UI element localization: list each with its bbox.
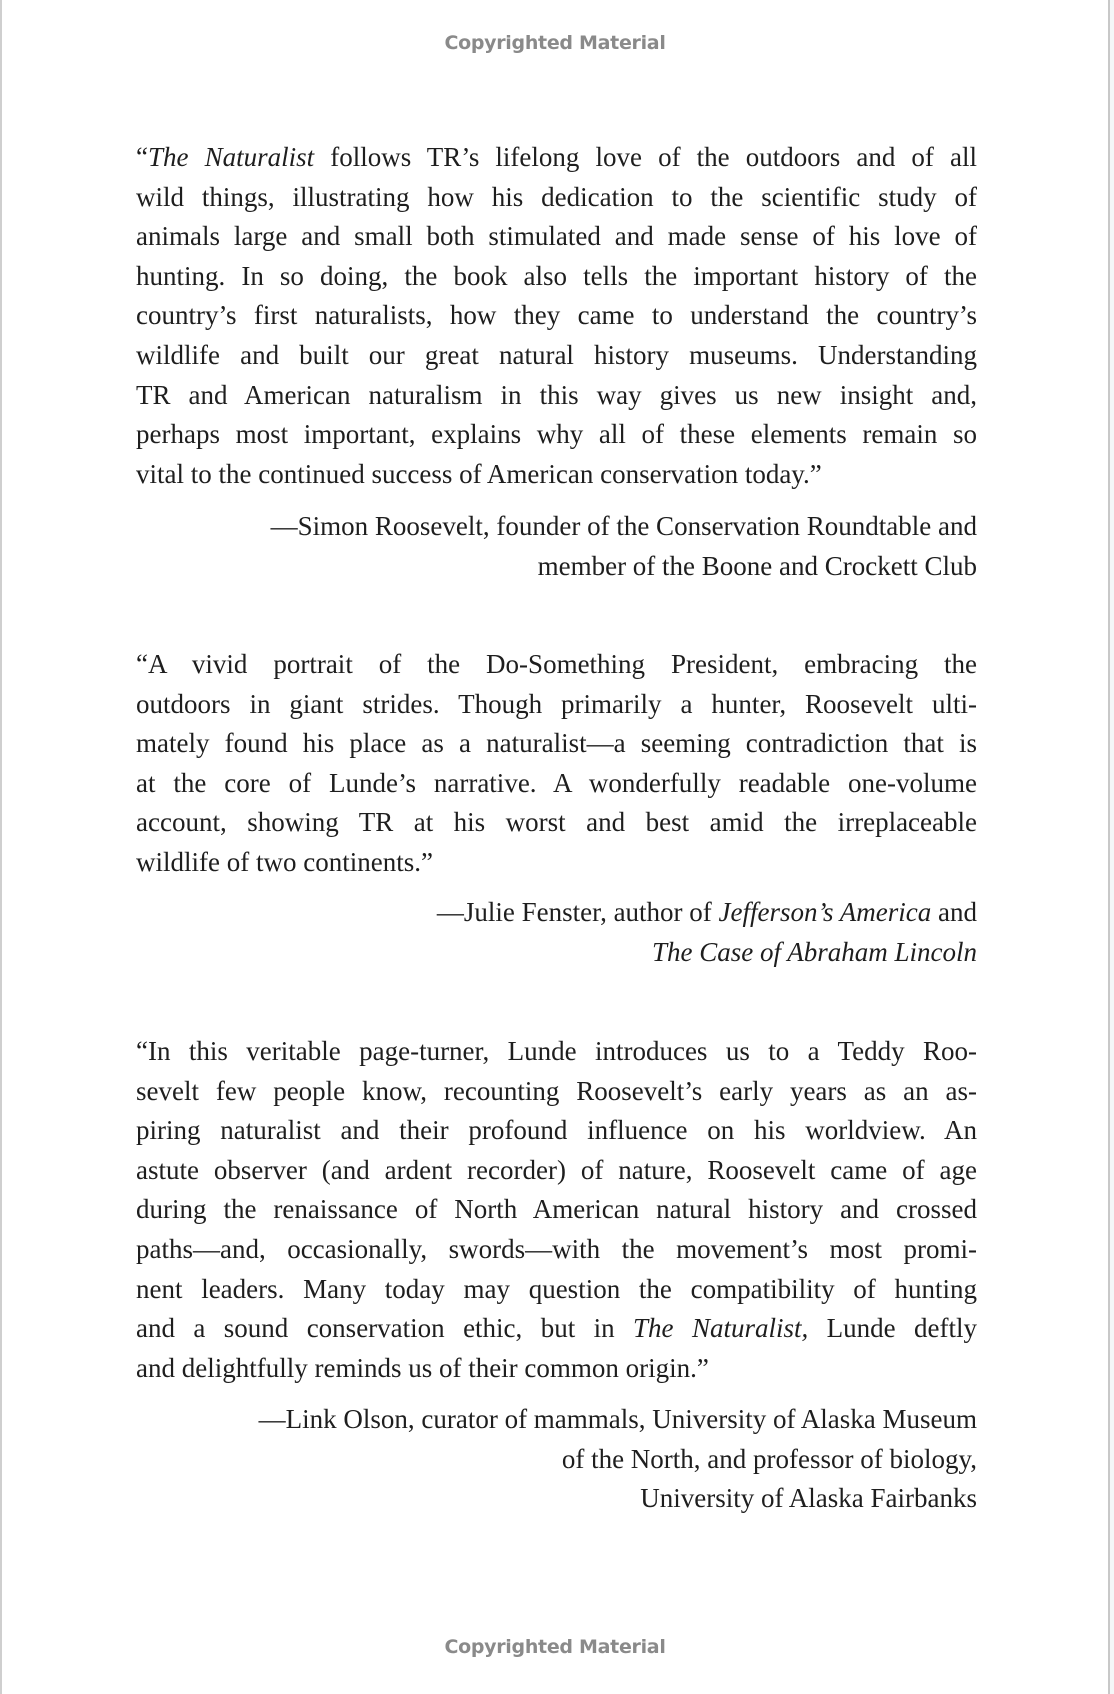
quote-line: at the core of Lunde’s narrative. A wonderfully readable one-volume [136, 767, 977, 798]
quote-line: hunting. In so doing, the book also tells the important history of the [136, 260, 977, 291]
quote-line: TR and American naturalism in this way gives us new insight and, [136, 379, 977, 410]
quote-line: and a sound conservation ethic, but in The Naturalist, Lunde deftly [136, 1313, 978, 1344]
quote-line: and delightfully reminds us of their common origin.” [136, 1352, 709, 1383]
attribution-line: University of Alaska Fairbanks [640, 1483, 977, 1514]
attribution-line: —Julie Fenster, author of Jefferson’s America and [436, 897, 977, 927]
blurb-quote-1 [136, 138, 977, 494]
blurb-attribution-1 [136, 507, 977, 586]
quote-line: astute observer (and ardent recorder) of nature, Roosevelt came of age [136, 1154, 977, 1185]
quote-line: wildlife of two continents.” [136, 846, 433, 877]
blurb-quote-3 [136, 1032, 977, 1388]
quote-line: during the renaissance of North American natural history and crossed [136, 1194, 977, 1225]
quote-line: wild things, illustrating how his dedication to the scientific study of [136, 181, 977, 212]
italic-title: The Case of Abraham Lincoln [651, 936, 977, 967]
quote-line: “In this veritable page-turner, Lunde introduces us to a Teddy Roo- [136, 1036, 977, 1066]
quote-line: country’s first naturalists, how they came to understand the country’s [136, 300, 977, 331]
quote-line: animals large and small both stimulated and made sense of his love of [136, 221, 977, 252]
attribution-line: —Link Olson, curator of mammals, University of Alaska Museum [258, 1404, 977, 1434]
quote-line: perhaps most important, explains why all of these elements remain so [136, 419, 977, 450]
quote-line: wildlife and built our great natural history museums. Understanding [136, 339, 977, 370]
italic-title: The Naturalist [147, 142, 315, 172]
italic-title: The Naturalist, [633, 1313, 809, 1344]
attribution-line [136, 933, 977, 973]
attribution-line: member of the Boone and Crockett Club [537, 550, 977, 581]
quote-line: sevelt few people know, recounting Roosevelt’s early years as an as- [136, 1075, 977, 1106]
quote-line: “The Naturalist follows TR’s lifelong love of the outdoors and of all [136, 142, 977, 172]
quote-line: mately found his place as a naturalist—a seeming contradiction that is [136, 728, 977, 759]
page-gutter [1110, 0, 1114, 1694]
blurb-attribution-3 [136, 1400, 977, 1519]
copyright-watermark-top: Copyrighted Material [444, 32, 666, 54]
quote-line: “A vivid portrait of the Do-Something President, embracing the [136, 649, 977, 679]
attribution-line: of the North, and professor of biology, [561, 1443, 977, 1474]
attribution-line: —Simon Roosevelt, founder of the Conservation Roundtable and [270, 511, 977, 541]
page-edge-left [0, 0, 2, 1694]
quote-line: paths—and, occasionally, swords—with the movement’s most promi- [136, 1233, 977, 1264]
quote-line: nent leaders. Many today may question the compatibility of hunting [136, 1273, 977, 1304]
quote-line: outdoors in giant strides. Though primarily a hunter, Roosevelt ulti- [136, 688, 977, 719]
blurb-attribution-2 [136, 893, 977, 972]
quote-line: vital to the continued success of American conservation today.” [136, 458, 822, 489]
italic-title: Jefferson’s America [718, 897, 932, 927]
copyright-watermark-bottom: Copyrighted Material [444, 1636, 666, 1658]
quote-line: account, showing TR at his worst and best amid the irreplaceable [136, 807, 977, 838]
blurb-quote-2 [136, 645, 977, 883]
quote-line: piring naturalist and their profound influence on his worldview. An [136, 1115, 977, 1146]
